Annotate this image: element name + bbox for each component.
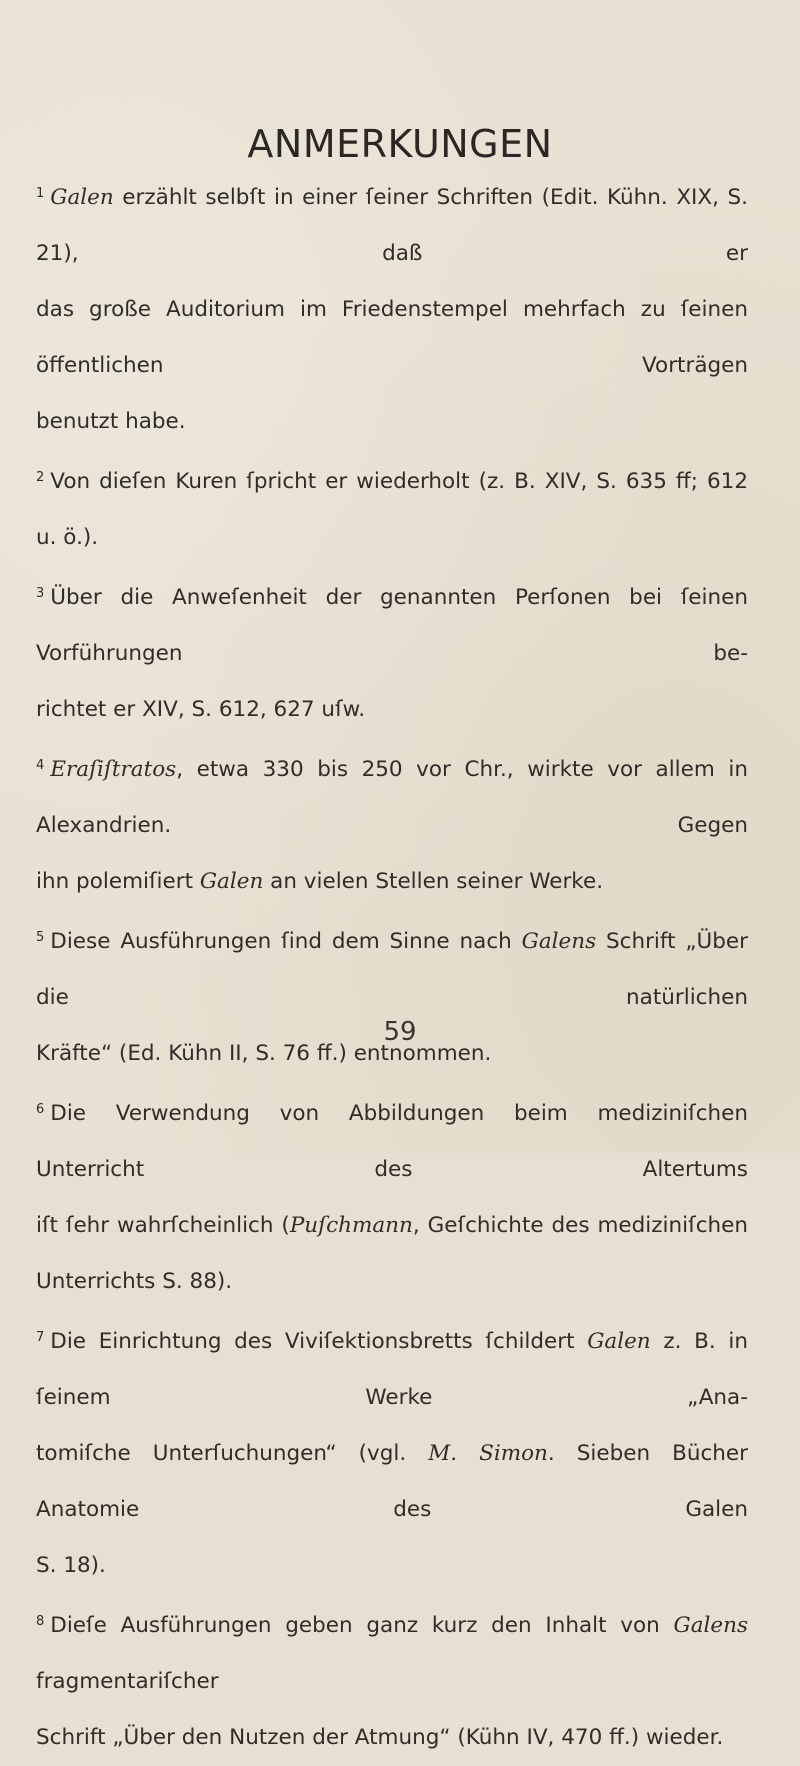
note-text: Schrift „Über den Nutzen der Atmung“ (Kühn IV, 470 ff.) wieder. [36, 1725, 724, 1750]
note-text: Diese Ausführungen ſind dem Sinne nach [50, 929, 522, 954]
note-text: tomiſche Unterſuchungen“ (vgl. [36, 1441, 429, 1466]
author-name: Galen [199, 869, 264, 894]
note-line [36, 394, 748, 450]
note-line [36, 282, 748, 394]
note-line [36, 1538, 748, 1594]
note-text: , Geſchichte des mediziniſchen Unterrichts S. 88). [36, 1213, 749, 1294]
footnote-number: 6 [36, 1102, 45, 1117]
note-text: S. 18). [36, 1553, 106, 1578]
note-text: das große Auditorium im Friedenstempel mehrfach zu ſeinen öffentlichen Vorträgen [36, 297, 748, 378]
author-name: Puſchmann [289, 1213, 413, 1238]
page-title: ANMERKUNGEN [247, 122, 553, 166]
page-number: 59 [383, 1017, 417, 1047]
note-text: Dieſe Ausführungen geben ganz kurz den Inhalt von [50, 1613, 674, 1638]
note-line [36, 1594, 748, 1710]
footnote-number: 4 [36, 758, 45, 773]
note-text: Die Einrichtung des Viviſektionsbretts ſchildert [50, 1329, 588, 1354]
note-text: fragmentariſcher [36, 1669, 219, 1694]
author-name: Eraſiſtratos [50, 757, 177, 782]
note-text: iſt ſehr wahrſcheinlich ( [36, 1213, 290, 1238]
author-name: M. Simon [428, 1441, 548, 1466]
footnote-number: 8 [36, 1614, 45, 1629]
note-text: richtet er XIV, S. 612, 627 uſw. [36, 697, 366, 722]
note-line [36, 738, 748, 854]
footnote-number: 3 [36, 586, 45, 601]
footnote-number: 7 [36, 1330, 45, 1345]
note-line [36, 1198, 748, 1310]
note-line [36, 910, 748, 1026]
note-text: z. B. in ſeinem Werke „Ana- [36, 1329, 748, 1410]
author-name: Galen [587, 1329, 651, 1354]
notes-list [36, 166, 748, 1766]
note-text: Über die Anweſenheit der genannten Perſonen bei ſeinen Vorführungen be- [36, 585, 748, 666]
note-text: Schrift „Über die natürlichen [36, 929, 748, 1010]
note-line [36, 1310, 748, 1426]
note-line [36, 1710, 748, 1766]
note-line [36, 566, 748, 682]
note-text: . Sieben Bücher Anatomie des Galen [36, 1441, 748, 1522]
note-text: ihn polemiſiert [36, 869, 200, 894]
note-text: Die Verwendung von Abbildungen beim mediziniſchen Unterricht des Altertums [36, 1101, 748, 1182]
footnote-number: 2 [36, 470, 45, 485]
note-text: benutzt habe. [36, 409, 186, 434]
footnote-number: 1 [36, 186, 45, 201]
footnote-number: 5 [36, 930, 45, 945]
note-line [36, 1082, 748, 1198]
note-text: Von dieſen Kuren ſpricht er wiederholt (z. B. XIV, S. 635 ff; 612 u. ö.). [36, 469, 748, 550]
author-name: Galens [673, 1613, 748, 1638]
note-text: erzählt selbſt in einer ſeiner Schriften (Edit. Kühn. XIX, S. 21), daß er [36, 185, 748, 266]
author-name: Galen [50, 185, 114, 210]
note-line [36, 450, 748, 566]
note-text: an vielen Stellen seiner Werke. [263, 869, 604, 894]
note-line [36, 166, 748, 282]
note-line [36, 854, 748, 910]
note-line [36, 1426, 748, 1538]
note-text: , etwa 330 bis 250 vor Chr., wirkte vor allem in Alexandrien. Gegen [36, 757, 748, 838]
note-line [36, 682, 748, 738]
note-text: Kräfte“ (Ed. Kühn II, S. 76 ff.) entnommen. [36, 1041, 492, 1066]
author-name: Galens [521, 929, 597, 954]
